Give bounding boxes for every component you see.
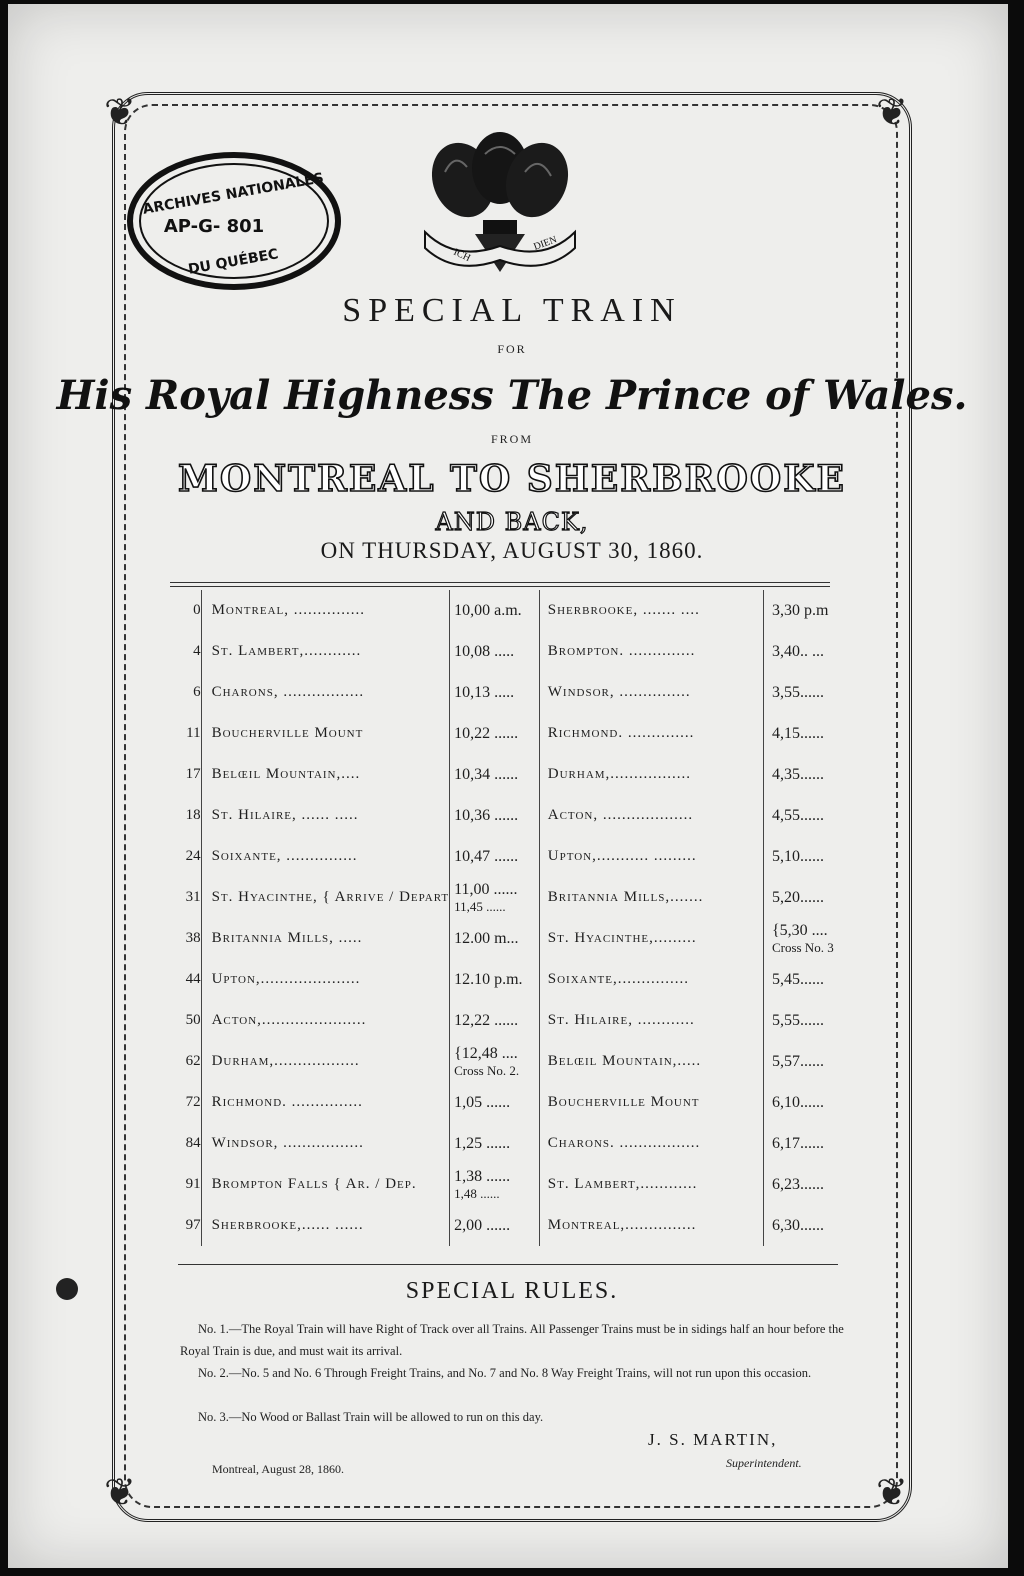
- timetable: [168, 590, 858, 1246]
- mile-cell-text: 6: [193, 684, 201, 700]
- outbound-time: [450, 836, 540, 877]
- outbound-station-text: Belœil Mountain,....: [211, 766, 361, 782]
- return-station: [539, 1000, 763, 1041]
- outbound-station-text: Montreal, ...............: [211, 602, 365, 618]
- signature-name: J. S. MARTIN,: [648, 1430, 778, 1449]
- return-station: [539, 713, 763, 754]
- timetable-row: [168, 795, 858, 836]
- outbound-time: [450, 590, 540, 631]
- mile-cell: [168, 590, 201, 631]
- timetable-row: [168, 1123, 858, 1164]
- divider-top-2: [170, 586, 830, 587]
- outbound-station: [201, 959, 450, 1000]
- outbound-time-text: 1,38 ......: [454, 1168, 511, 1185]
- mile-cell-text: 17: [185, 766, 201, 782]
- motto-right: DIEN: [532, 234, 559, 253]
- rule-1: No. 1.—The Royal Train will have Right of Track over all Trains. All Passenger Trains must be in sidings half an hour before the Royal Train is due, and must wait its arrival.: [180, 1322, 844, 1358]
- return-station: [539, 590, 763, 631]
- outbound-time: [450, 631, 540, 672]
- return-station-text: Windsor, ...............: [547, 684, 691, 700]
- return-time-text: 4,15......: [771, 724, 824, 742]
- return-time-text: 4,35......: [771, 765, 824, 783]
- return-station-text: St. Hilaire, ............: [547, 1012, 695, 1028]
- timetable-row: [168, 918, 858, 959]
- timetable-row: [168, 631, 858, 672]
- rule-3: No. 3.—No Wood or Ballast Train will be allowed to run on this day.: [198, 1410, 544, 1424]
- mile-cell-text: 62: [185, 1053, 201, 1069]
- return-time-text: 5,55......: [771, 1011, 824, 1029]
- label-for: FOR: [497, 342, 527, 356]
- return-time: [763, 1082, 858, 1123]
- mile-cell-text: 31: [185, 889, 201, 905]
- title-route: MONTREAL TO SHERBROOKE: [178, 458, 846, 500]
- outbound-time: [450, 1123, 540, 1164]
- timetable-row: [168, 713, 858, 754]
- return-station: [539, 1164, 763, 1205]
- outbound-station-text: Acton,......................: [211, 1012, 367, 1028]
- return-time: [763, 590, 858, 631]
- return-time-text: 6,23......: [771, 1175, 824, 1193]
- outbound-station-text: St. Lambert,............: [211, 643, 362, 659]
- mile-cell-text: 84: [185, 1135, 201, 1151]
- label-from: FROM: [490, 432, 533, 446]
- outbound-time: [450, 877, 540, 918]
- return-time-text: 6,30......: [771, 1216, 824, 1234]
- outbound-station-text: Sherbrooke,...... ......: [211, 1217, 364, 1233]
- stamp-line1: ARCHIVES NATIONALES: [141, 170, 326, 218]
- outbound-time-text: 12,22 ......: [454, 1011, 519, 1029]
- outbound-time-text: 12.00 m...: [454, 929, 519, 947]
- timetable-row: [168, 1041, 858, 1082]
- mile-cell: [168, 918, 201, 959]
- outbound-time-text: 10,08 .....: [454, 642, 515, 660]
- timetable-row: [168, 672, 858, 713]
- signature-title: Superintendent.: [726, 1456, 802, 1470]
- return-time: [763, 713, 858, 754]
- outbound-time: [450, 1205, 540, 1246]
- outbound-time: [450, 1164, 540, 1205]
- mile-cell: [168, 1082, 201, 1123]
- mile-cell-text: 91: [185, 1176, 201, 1192]
- return-station: [539, 959, 763, 1000]
- outbound-time-text: 10,36 ......: [454, 806, 519, 824]
- return-station: [539, 836, 763, 877]
- return-time: [763, 1000, 858, 1041]
- place-date: Montreal, August 28, 1860.: [212, 1462, 344, 1476]
- return-station: [539, 1123, 763, 1164]
- outbound-station-text: Upton,.....................: [211, 971, 361, 987]
- return-time: [763, 1164, 858, 1205]
- return-time: [763, 1123, 858, 1164]
- outbound-time-text: 10,47 ......: [454, 847, 519, 865]
- outbound-station: [201, 1164, 450, 1205]
- corner-flourish-icon: ❦: [876, 92, 908, 134]
- outbound-station: [201, 918, 450, 959]
- timetable-row: [168, 1164, 858, 1205]
- outbound-time-text: 10,13 .....: [454, 683, 515, 701]
- return-time-text: 3,40.. ...: [771, 642, 824, 660]
- outbound-station: [201, 1205, 450, 1246]
- return-time-text: {5,30 ....: [771, 922, 828, 939]
- title-special-train: SPECIAL TRAIN: [342, 292, 682, 329]
- stamp-code: AP-G- 801: [163, 216, 265, 237]
- return-time: [763, 795, 858, 836]
- mile-cell: [168, 672, 201, 713]
- outbound-time: [450, 672, 540, 713]
- mile-cell-text: 4: [193, 643, 201, 659]
- outbound-station: [201, 1000, 450, 1041]
- title-date: ON THURSDAY, AUGUST 30, 1860.: [320, 538, 704, 563]
- outbound-time-text: {12,48 ....: [454, 1045, 518, 1062]
- return-station: [539, 877, 763, 918]
- return-station: [539, 1205, 763, 1246]
- outbound-station: [201, 1082, 450, 1123]
- return-time: [763, 918, 858, 959]
- timetable-row: [168, 754, 858, 795]
- outbound-time: [450, 754, 540, 795]
- return-station-text: St. Lambert,............: [547, 1176, 698, 1192]
- corner-flourish-icon: ❦: [876, 1472, 908, 1514]
- mile-cell-text: 44: [185, 971, 201, 987]
- return-time: [763, 959, 858, 1000]
- archive-stamp: [126, 150, 342, 292]
- return-station-text: Upton,........... .........: [547, 848, 697, 864]
- return-time-text: 3,30 p.m: [771, 601, 829, 619]
- divider-bottom: [178, 1264, 838, 1265]
- corner-flourish-icon: ❦: [104, 92, 136, 134]
- outbound-time-subtext: Cross No. 2.: [454, 1063, 520, 1078]
- return-time: [763, 877, 858, 918]
- outbound-station: [201, 1123, 450, 1164]
- mile-cell-text: 38: [185, 930, 201, 946]
- outbound-station-text: St. Hyacinthe, { Arrive / Depart: [211, 889, 450, 905]
- mile-cell-text: 72: [185, 1094, 201, 1110]
- return-time-text: 3,55......: [771, 683, 824, 701]
- outbound-station: [201, 672, 450, 713]
- mile-cell: [168, 631, 201, 672]
- mile-cell: [168, 1000, 201, 1041]
- return-station-text: Britannia Mills,.......: [547, 889, 704, 905]
- outbound-time-text: 1,25 ......: [454, 1134, 511, 1152]
- outbound-time: [450, 1000, 540, 1041]
- mile-cell: [168, 713, 201, 754]
- timetable-row: [168, 1000, 858, 1041]
- mile-cell: [168, 1205, 201, 1246]
- outbound-station: [201, 1041, 450, 1082]
- return-time-text: 5,45......: [771, 970, 824, 988]
- outbound-station-text: Windsor, .................: [211, 1135, 364, 1151]
- outbound-station: [201, 836, 450, 877]
- outbound-station: [201, 795, 450, 836]
- return-time-text: 6,17......: [771, 1134, 824, 1152]
- mile-cell: [168, 1041, 201, 1082]
- mile-cell: [168, 1164, 201, 1205]
- return-station: [539, 754, 763, 795]
- outbound-time-text: 1,05 ......: [454, 1093, 511, 1111]
- return-station-text: Sherbrooke, ....... ....: [547, 602, 700, 618]
- timetable-row: [168, 959, 858, 1000]
- outbound-station-text: Richmond. ...............: [211, 1094, 363, 1110]
- outbound-time: [450, 713, 540, 754]
- mile-cell: [168, 754, 201, 795]
- timetable-row: [168, 1082, 858, 1123]
- mile-cell: [168, 795, 201, 836]
- outbound-station-text: Brompton Falls { Ar. / Dep.: [211, 1176, 417, 1192]
- mile-cell: [168, 1123, 201, 1164]
- return-station: [539, 631, 763, 672]
- return-station-text: Charons. .................: [547, 1135, 701, 1151]
- return-station-text: Durham,.................: [547, 766, 692, 782]
- return-time-text: 5,10......: [771, 847, 824, 865]
- return-station-text: Boucherville Mount: [547, 1094, 700, 1110]
- mile-cell-text: 11: [186, 725, 201, 741]
- outbound-station: [201, 713, 450, 754]
- return-time-text: 5,20......: [771, 888, 824, 906]
- outbound-time-text: 11,00 ......: [454, 881, 518, 898]
- return-time-text: 6,10......: [771, 1093, 824, 1111]
- title-dedication: His Royal Highness The Prince of Wales.: [56, 372, 968, 419]
- divider-top: [170, 582, 830, 583]
- return-station: [539, 672, 763, 713]
- return-time: [763, 836, 858, 877]
- return-time: [763, 631, 858, 672]
- outbound-station: [201, 877, 450, 918]
- motto-left: ICH: [451, 246, 473, 265]
- corner-flourish-icon: ❦: [104, 1472, 136, 1514]
- return-time-text: 4,55......: [771, 806, 824, 824]
- outbound-station-text: St. Hilaire, ...... .....: [211, 807, 359, 823]
- mile-cell-text: 0: [193, 602, 201, 618]
- return-station-text: Soixante,...............: [547, 971, 689, 987]
- return-time-text: 5,57......: [771, 1052, 824, 1070]
- mile-cell-text: 24: [185, 848, 201, 864]
- outbound-station-text: Charons, .................: [211, 684, 365, 700]
- timetable-row: [168, 590, 858, 631]
- mile-cell-text: 97: [185, 1217, 201, 1233]
- outbound-station: [201, 631, 450, 672]
- outbound-station: [201, 754, 450, 795]
- outbound-time-text: 12.10 p.m.: [454, 970, 523, 988]
- outbound-station-text: Britannia Mills, .....: [211, 930, 363, 946]
- mile-cell-text: 50: [185, 1012, 201, 1028]
- mile-cell: [168, 959, 201, 1000]
- return-time: [763, 1041, 858, 1082]
- return-station: [539, 795, 763, 836]
- outbound-time: [450, 1082, 540, 1123]
- outbound-time-text: 10,00 a.m.: [454, 601, 522, 619]
- return-time-subtext: Cross No. 3: [771, 940, 834, 955]
- return-station: [539, 918, 763, 959]
- outbound-time-subtext: 1,48 ......: [454, 1186, 500, 1201]
- timetable-row: [168, 836, 858, 877]
- return-station-text: Acton, ...................: [547, 807, 694, 823]
- outbound-station-text: Durham,..................: [211, 1053, 360, 1069]
- return-time: [763, 1205, 858, 1246]
- timetable-row: [168, 1205, 858, 1246]
- return-time: [763, 672, 858, 713]
- return-station: [539, 1082, 763, 1123]
- outbound-time: [450, 795, 540, 836]
- mile-cell: [168, 836, 201, 877]
- outbound-time: [450, 1041, 540, 1082]
- return-station: [539, 1041, 763, 1082]
- return-time: [763, 754, 858, 795]
- outbound-station-text: Soixante, ...............: [211, 848, 358, 864]
- rule-2: No. 2.—No. 5 and No. 6 Through Freight Trains, and No. 7 and No. 8 Way Freight Trains, will not run upon this occasion.: [198, 1366, 812, 1380]
- timetable-row: [168, 877, 858, 918]
- outbound-station-text: Boucherville Mount: [211, 725, 364, 741]
- outbound-station: [201, 590, 450, 631]
- special-rules-title: SPECIAL RULES.: [405, 1278, 619, 1304]
- mile-cell: [168, 877, 201, 918]
- return-station-text: St. Hyacinthe,.........: [547, 930, 697, 946]
- return-station-text: Richmond. ..............: [547, 725, 695, 741]
- mile-cell-text: 18: [185, 807, 201, 823]
- outbound-time: [450, 918, 540, 959]
- outbound-time-text: 10,22 ......: [454, 724, 519, 742]
- return-station-text: Belœil Mountain,.....: [547, 1053, 702, 1069]
- outbound-time-subtext: 11,45 ......: [454, 899, 506, 914]
- return-station-text: Brompton. ..............: [547, 643, 696, 659]
- prince-of-wales-feathers-icon: [415, 132, 585, 282]
- title-and-back: AND BACK,: [435, 508, 589, 536]
- outbound-time-text: 10,34 ......: [454, 765, 519, 783]
- outbound-time-text: 2,00 ......: [454, 1216, 511, 1234]
- stamp-line2: DU QUÉBEC: [186, 246, 280, 278]
- outbound-time: [450, 959, 540, 1000]
- return-station-text: Montreal,...............: [547, 1217, 697, 1233]
